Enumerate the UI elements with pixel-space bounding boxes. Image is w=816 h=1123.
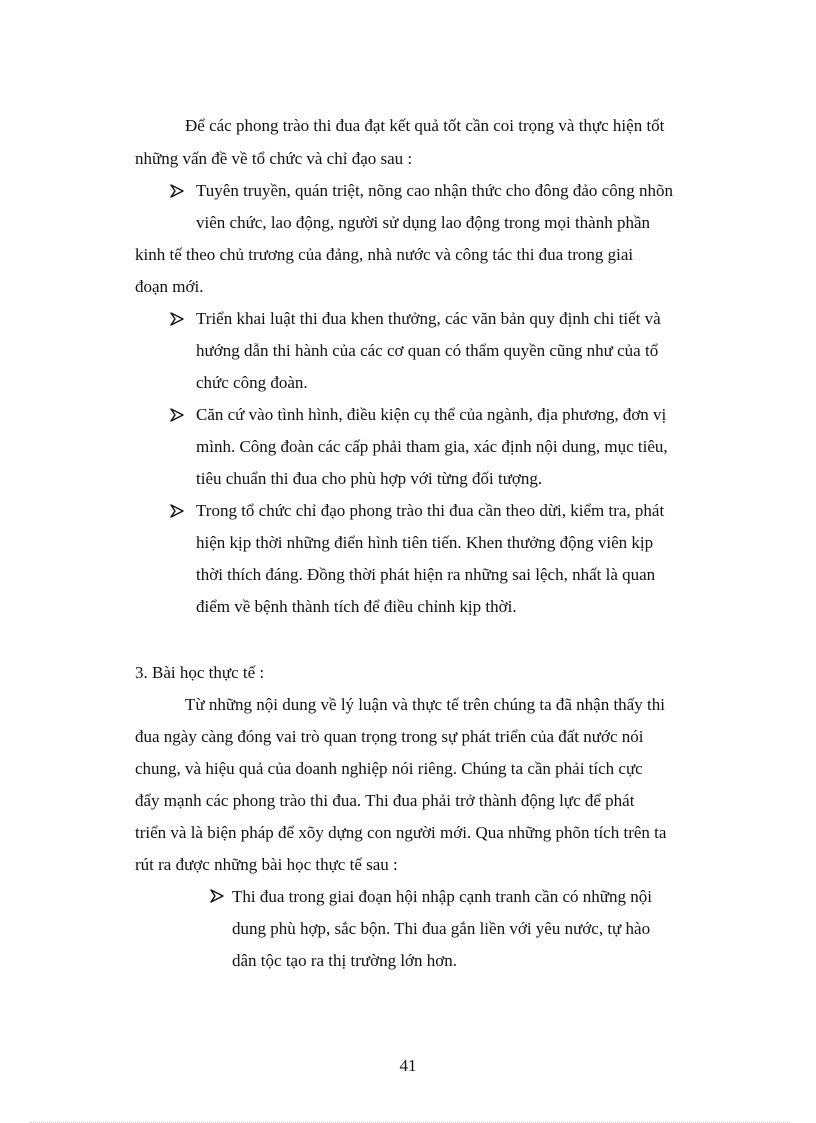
section3-bullet-line-1: Thi đua trong giai đoạn hội nhập cạnh tranh cần có những nội: [232, 887, 652, 906]
section3-line-4: đẩy mạnh các phong trào thi đua. Thi đua phải trở thành động lực để phát: [135, 791, 635, 810]
page-number: 41: [399, 1056, 417, 1075]
arrow-bullet-icon: [210, 889, 224, 903]
bullet-4-line-2: hiện kịp thời những điển hình tiên tiến. Khen thưởng động viên kịp: [196, 533, 654, 552]
bullet-1-line-4: đoạn mới.: [135, 277, 204, 296]
bullet-4-line-4: điểm về bệnh thành tích để điều chỉnh kịp thời.: [196, 597, 517, 616]
section3-line-2: đua ngày càng đóng vai trò quan trọng trong sự phát triển của đất nước nói: [135, 727, 644, 746]
arrow-bullet-icon: [170, 504, 184, 518]
section-heading: 3. Bài học thực tế :: [135, 663, 265, 682]
bullet-1-line-3: kinh tế theo chủ trương của đảng, nhà nước và công tác thi đua trong giai: [135, 245, 634, 264]
bullet-3-line-3: tiêu chuẩn thi đua cho phù hợp với từng đối tượng.: [196, 469, 543, 488]
intro-line-2: những vấn đề về tổ chức và chỉ đạo sau :: [135, 149, 413, 168]
section3-line-3: chung, và hiệu quả của doanh nghiệp nói riêng. Chúng ta cần phải tích cực: [135, 759, 643, 778]
section3-bullet-line-2: dung phù hợp, sắc bộn. Thi đua gắn liền với yêu nước, tự hào: [232, 919, 651, 938]
bullet-4-line-3: thời thích đáng. Đồng thời phát hiện ra những sai lệch, nhất là quan: [196, 565, 656, 584]
bullet-2-line-1: Triển khai luật thi đua khen thưởng, các văn bản quy định chi tiết và: [196, 309, 661, 328]
section3-bullet-line-3: dân tộc tạo ra thị trường lớn hơn.: [232, 951, 458, 970]
bullet-4-line-1: Trong tổ chức chỉ đạo phong trào thi đua cần theo dừi, kiểm tra, phát: [196, 501, 665, 520]
arrow-bullet-icon: [170, 408, 184, 422]
arrow-bullet-icon: [170, 312, 184, 326]
section3-line-6: rút ra được những bài học thực tế sau :: [135, 855, 398, 874]
intro-line-1: Để các phong trào thi đua đạt kết quả tốt cần coi trọng và thực hiện tốt: [185, 116, 665, 135]
bullet-1-line-2: viên chức, lao động, người sử dụng lao động trong mọi thành phần: [196, 213, 651, 232]
bullet-3-line-2: mình. Công đoàn các cấp phải tham gia, xác định nội dung, mục tiêu,: [196, 437, 668, 456]
bullet-2-line-3: chức công đoàn.: [196, 373, 308, 392]
bullet-3-line-1: Căn cứ vào tình hình, điều kiện cụ thể của ngành, địa phương, đơn vị: [196, 405, 667, 424]
section3-line-5: triển và là biện pháp để xõy dựng con người mới. Qua những phõn tích trên ta: [135, 823, 667, 842]
arrow-bullet-icon: [170, 184, 184, 198]
section3-line-1: Từ những nội dung về lý luận và thực tế trên chúng ta đã nhận thấy thi: [185, 695, 665, 714]
bullet-2-line-2: hướng dẫn thi hành của các cơ quan có thẩm quyền cũng như của tổ: [196, 341, 659, 360]
bullet-1-line-1: Tuyên truyền, quán triệt, nõng cao nhận thức cho đông đảo công nhõn: [196, 181, 673, 200]
